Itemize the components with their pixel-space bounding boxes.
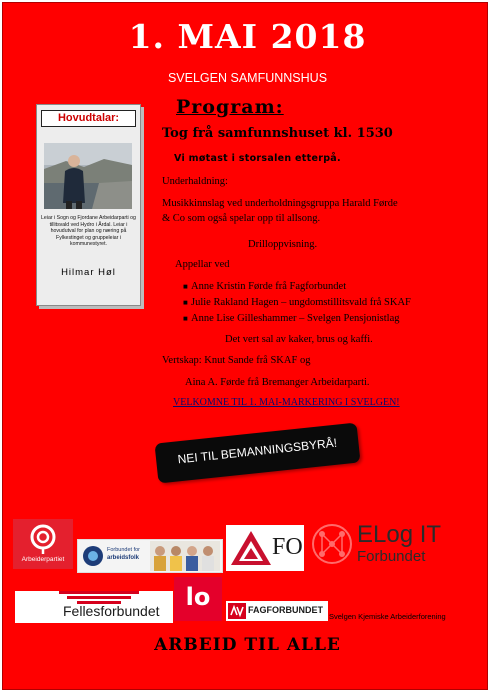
fagforbundet-logo (226, 601, 328, 621)
speaker-card (36, 104, 141, 306)
appeal-item (183, 297, 411, 308)
workers-photo (150, 541, 220, 571)
appeal-item (183, 281, 346, 292)
arbeidsfolk-emblem-icon (82, 545, 104, 567)
speaker-heading: Hovudtalar: (41, 110, 136, 127)
slogan-banner (154, 422, 360, 483)
catering-info: Det vert sal av kaker, brus og kaffi. (225, 334, 373, 345)
welcome-message: VELKOMNE TIL 1. MAI-MARKERING I SVELGEN! (173, 397, 400, 408)
entertainment-line: & Co som også spelar opp til allsong. (162, 213, 321, 224)
speaker-bio: Leiar i Sogn og Fjordane Arbeidarparti og tillitsvald ved Hydro i Årdal. Leiar i hovudutval for plan og næring på Fylkestinget og gruppeleiar i kommunestyret. (41, 215, 136, 248)
appeals-heading: Appellar ved (175, 259, 230, 270)
lo-logo (174, 577, 222, 621)
appeal-text: Julie Rakland Hagen – ungdomstillitsvald frå SKAF (191, 297, 411, 308)
banner-text: NEI TIL BEMANNINGSBYRÅ! (176, 435, 338, 467)
appeal-text: Anne Lise Gilleshammer – Svelgen Pensjonistlag (191, 313, 400, 324)
speaker-photo (44, 143, 132, 209)
network-icon (311, 520, 353, 568)
hosts-line: Aina A. Førde frå Bremanger Arbeidarparti. (185, 377, 370, 388)
speaker-name: Hilmar Høl (61, 267, 116, 278)
bullet-icon: ■ (183, 298, 188, 307)
appeal-text: Anne Kristin Førde frå Fagforbundet (191, 281, 347, 292)
arbeidsfolk-logo (77, 539, 223, 573)
arbeiderpartiet-logo (13, 519, 73, 569)
entertainment-line: Musikkinnslag ved underholdningsgruppa Harald Førde (162, 198, 398, 209)
lo-label: lo (185, 583, 211, 611)
bullet-icon: ■ (183, 282, 188, 291)
elogit-label: ELog IT (357, 521, 442, 548)
elogit-logo (311, 518, 451, 570)
arbeidsfolk-label-line1: Forbundet for (107, 547, 141, 553)
bullet-icon: ■ (183, 314, 188, 323)
parade-info: Tog frå samfunnshuset kl. 1530 (162, 126, 393, 141)
program-heading: Program: (176, 96, 284, 118)
appeal-item (183, 313, 400, 324)
rose-icon (13, 521, 73, 555)
elogit-sublabel: Forbundet (357, 548, 426, 565)
entertainment-heading: Underhaldning: (162, 176, 228, 187)
fellesforbundet-label: Fellesforbundet (63, 603, 160, 619)
poster-title: 1. MAI 2018 (128, 17, 367, 56)
fo-logo (226, 525, 304, 571)
footer-slogan: ARBEID TIL ALLE (154, 635, 341, 655)
svelgen-kjemiske-label: Svelgen Kjemiske Arbeiderforening (329, 612, 446, 621)
gathering-info: Vi møtast i storsalen etterpå. (174, 153, 341, 164)
fagforbundet-mark-icon (228, 603, 246, 619)
venue-name: SVELGEN SAMFUNNSHUS (167, 71, 328, 85)
drill-show: Drilloppvisning. (248, 239, 318, 250)
poster-frame (2, 2, 488, 690)
fo-label: FO (272, 534, 303, 560)
fagforbundet-label: FAGFORBUNDET (248, 605, 323, 615)
arbeidsfolk-label-line2: arbeidsfolk (107, 555, 140, 561)
arbeiderpartiet-label: Arbeiderpartiet (21, 556, 65, 563)
hosts-line: Vertskap: Knut Sande frå SKAF og (162, 355, 311, 366)
fellesforbundet-logo (15, 591, 173, 623)
fo-triangle-icon (229, 529, 273, 567)
